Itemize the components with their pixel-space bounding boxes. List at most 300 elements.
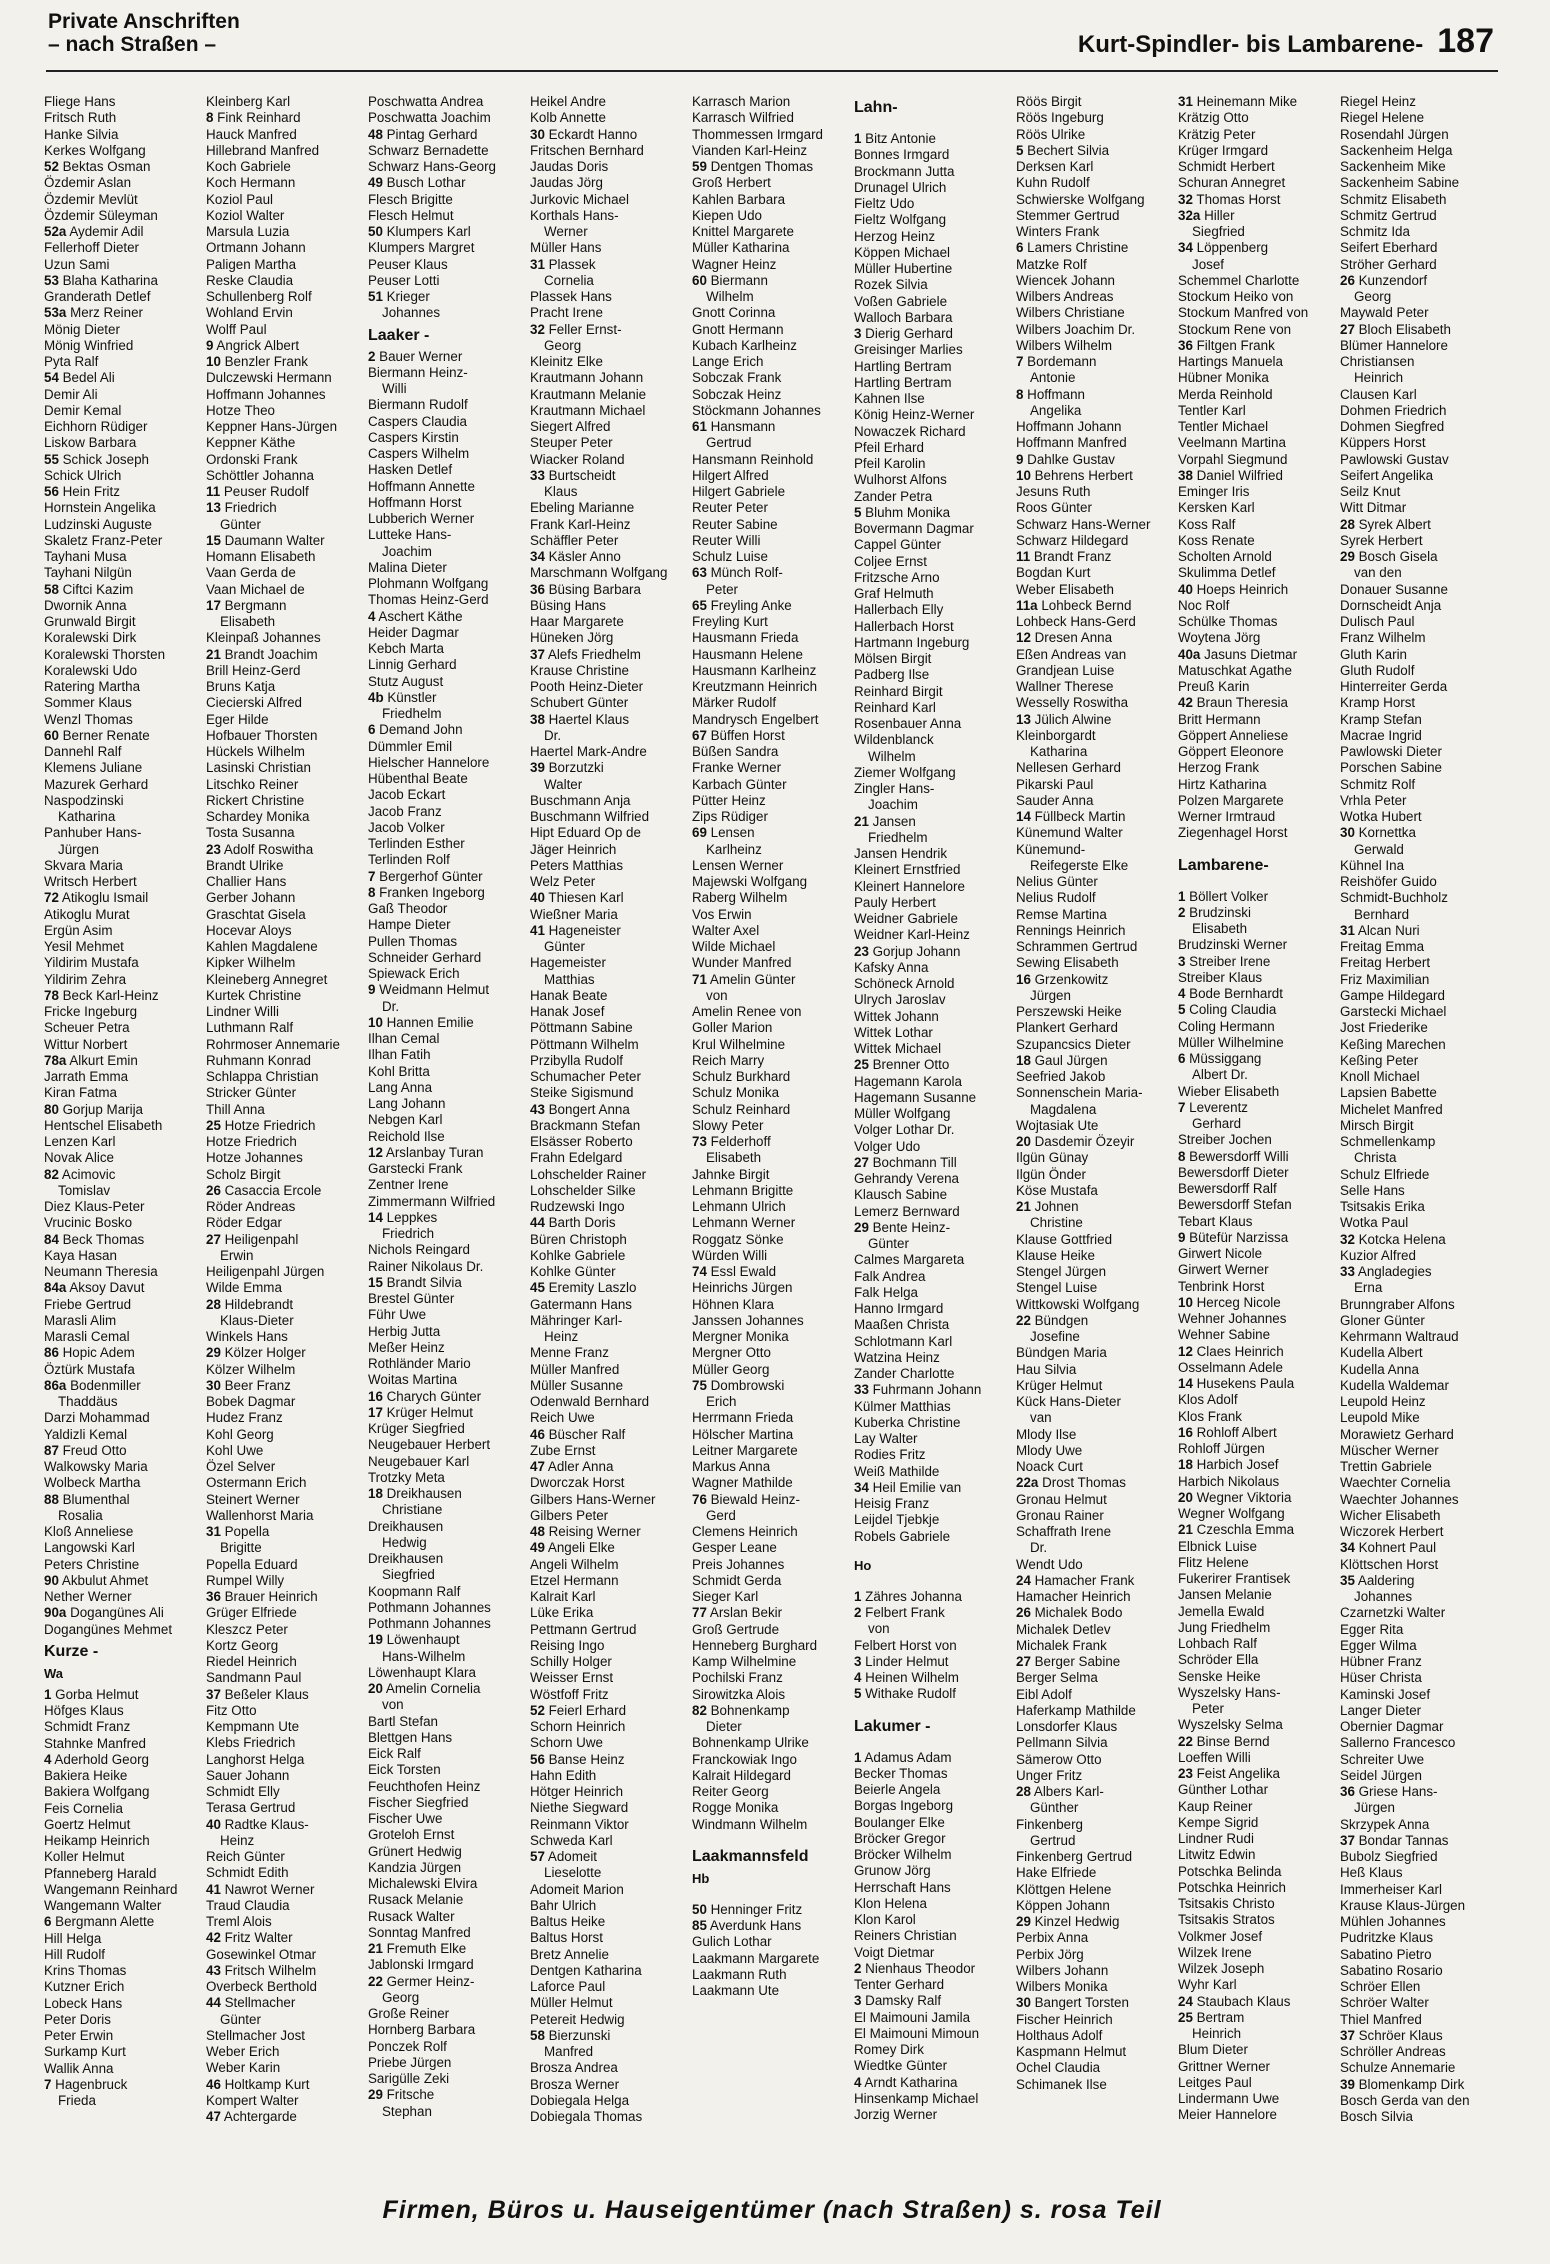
- directory-entry: Veelmann Martina: [1178, 435, 1286, 451]
- directory-entry: Schneider Gerhard: [368, 949, 482, 965]
- directory-entry: Müller Hans: [530, 240, 602, 256]
- directory-entry: Sämerow Otto: [1016, 1751, 1102, 1767]
- house-number: 45: [530, 1280, 545, 1296]
- house-number: 23: [206, 841, 221, 857]
- house-number: 21: [1016, 1199, 1031, 1214]
- directory-entry: Fieltz Udo: [854, 196, 915, 211]
- directory-entry: Bogdan Kurt: [1016, 565, 1091, 581]
- directory-entry: Bosch Silvia: [1340, 2109, 1413, 2124]
- directory-entry: Öztürk Mustafa: [44, 1361, 135, 1377]
- directory-entry: Schmidt Franz: [44, 1719, 131, 1735]
- house-number: 4: [854, 1670, 862, 1685]
- directory-entry: Jurkovic Michael: [530, 191, 629, 207]
- directory-entry: Wyszelsky Hans-: [1178, 1684, 1281, 1700]
- directory-entry: Schmellenkamp: [1340, 1134, 1436, 1149]
- directory-entry: Köppen Michael: [854, 244, 951, 260]
- directory-entry: Zingler Hans-: [854, 781, 935, 796]
- directory-entry: Wilde Michael: [692, 939, 776, 954]
- directory-entry: 20 Dasdemir Özeyir: [1016, 1134, 1135, 1149]
- directory-entry: Eminger Iris: [1178, 484, 1250, 499]
- directory-entry: Calmes Margareta: [854, 1252, 965, 1268]
- directory-entry: Witt Ditmar: [1340, 500, 1407, 516]
- directory-entry: Elisabeth: [1192, 921, 1248, 936]
- page-number: 187: [1437, 22, 1494, 60]
- house-number: 32a: [1178, 207, 1201, 223]
- house-number: 53: [44, 272, 59, 288]
- directory-entry: Reinmann Viktor: [530, 1816, 629, 1832]
- directory-entry: Müller Helmut: [530, 1995, 613, 2011]
- page-header: [46, 8, 1498, 72]
- directory-entry: Tenbrink Horst: [1178, 1278, 1265, 1294]
- directory-entry: 90a Dogangünes Ali: [44, 1605, 164, 1621]
- directory-entry: Willi: [382, 381, 407, 396]
- directory-entry: Wiedtke Günter: [854, 2058, 948, 2074]
- directory-entry: 6 Bergmann Alette: [44, 1914, 155, 1930]
- directory-entry: Künemund Walter: [1016, 825, 1123, 841]
- directory-entry: Sackenheim Helga: [1340, 142, 1453, 158]
- directory-entry: Rothländer Mario: [368, 1356, 471, 1371]
- directory-entry: Ponczek Rolf: [368, 2038, 447, 2054]
- directory-entry: Weber Elisabeth: [1016, 581, 1115, 597]
- directory-entry: Hotze Theo: [206, 402, 275, 418]
- directory-entry: Vrhla Peter: [1340, 792, 1407, 808]
- directory-entry: Elisabeth: [220, 614, 276, 629]
- directory-entry: Hartmann Ingeburg: [854, 634, 970, 650]
- directory-entry: 8 Bewersdorff Willi: [1178, 1148, 1289, 1164]
- directory-entry: Haar Margarete: [530, 614, 624, 629]
- house-number: 25: [854, 1057, 869, 1073]
- house-number: 38: [530, 711, 545, 727]
- house-number: 28: [206, 1296, 221, 1312]
- house-number: 1: [1178, 888, 1186, 904]
- directory-entry: Kaya Hasan: [44, 1247, 117, 1263]
- directory-entry: Georg: [382, 1989, 420, 2005]
- directory-entry: Groß Gertrude: [692, 1621, 780, 1637]
- directory-entry: Wilzek Irene: [1178, 1944, 1252, 1960]
- house-number: 31: [1178, 94, 1193, 109]
- directory-entry: Krätzig Otto: [1178, 110, 1249, 126]
- house-number: 8: [368, 884, 376, 900]
- house-number: 6: [368, 722, 376, 738]
- directory-entry: Thill Anna: [206, 1101, 265, 1117]
- directory-entry: Hornberg Barbara: [368, 2022, 476, 2038]
- directory-entry: Voigt Dietmar: [854, 1944, 935, 1960]
- directory-entry: Kramp Stefan: [1340, 711, 1422, 727]
- directory-entry: Langhorst Helga: [206, 1751, 305, 1767]
- directory-entry: Bubolz Siegfried: [1340, 1849, 1438, 1864]
- directory-entry: Pellmann Silvia: [1016, 1735, 1108, 1751]
- house-number: 40: [1178, 581, 1193, 597]
- directory-entry: Meier Hannelore: [1178, 2107, 1277, 2123]
- directory-entry: Kipker Wilhelm: [206, 955, 296, 971]
- directory-entry: 39 Borzutzki: [530, 760, 604, 776]
- directory-entry: Wilbers Monika: [1016, 1979, 1108, 1994]
- directory-entry: Poschwatta Joachim: [368, 110, 491, 126]
- directory-entry: Kalrait Karl: [530, 1589, 596, 1604]
- directory-entry: 36 Brauer Heinrich: [206, 1589, 318, 1604]
- house-number: 36: [530, 581, 545, 597]
- directory-entry: Morawietz Gerhard: [1340, 1426, 1454, 1442]
- house-number: 82: [44, 1166, 59, 1182]
- directory-entry: 6 Lamers Christine: [1016, 240, 1129, 256]
- directory-entry: 34 Löppenberg: [1178, 240, 1269, 256]
- directory-entry: Wilhelm: [706, 289, 754, 304]
- directory-entry: Tsitsakis Erika: [1340, 1199, 1425, 1214]
- directory-entry: Bröcker Gregor: [854, 1830, 946, 1846]
- house-number: 72: [44, 890, 59, 906]
- directory-entry: Haertel Mark-Andre: [530, 744, 647, 759]
- directory-entry: Becker Thomas: [854, 1765, 948, 1781]
- directory-entry: Kaup Reiner: [1178, 1798, 1253, 1814]
- directory-entry: 27 Berger Sabine: [1016, 1654, 1121, 1669]
- directory-entry: Buschmann Anja: [530, 792, 631, 808]
- directory-entry: Angeli Wilhelm: [530, 1556, 619, 1572]
- directory-entry: Hartling Bertram: [854, 358, 952, 374]
- directory-entry: 7 Hagenbruck: [44, 2076, 128, 2092]
- directory-entry: Bewersdorff Dieter: [1178, 1164, 1289, 1180]
- directory-entry: Märker Rudolf: [692, 695, 777, 711]
- directory-entry: 48 Reising Werner: [530, 1524, 641, 1539]
- directory-entry: Özdemir Süleyman: [44, 207, 158, 223]
- directory-entry: Streiber Jochen: [1178, 1132, 1272, 1148]
- house-number: 10: [1178, 1294, 1193, 1310]
- directory-entry: Padberg Ilse: [854, 667, 930, 683]
- directory-entry: Dr.: [1030, 1540, 1048, 1556]
- directory-entry: Rodies Fritz: [854, 1447, 926, 1463]
- house-number: 75: [692, 1377, 707, 1393]
- directory-entry: 12 Dresen Anna: [1016, 630, 1113, 646]
- directory-entry: Günter: [220, 516, 261, 532]
- directory-entry: Dentgen Katharina: [530, 1962, 642, 1978]
- directory-column: [692, 94, 854, 2179]
- directory-entry: 22a Drost Thomas: [1016, 1475, 1126, 1491]
- directory-entry: Peuser Lotti: [368, 272, 440, 288]
- directory-entry: Winters Frank: [1016, 224, 1100, 239]
- directory-entry: 3 Damsky Ralf: [854, 1993, 942, 2009]
- directory-entry: Britt Hermann: [1178, 711, 1261, 727]
- directory-entry: 3 Linder Helmut: [854, 1653, 949, 1669]
- directory-entry: 34 Heil Emilie van: [854, 1479, 962, 1495]
- directory-entry: Tayhani Musa: [44, 549, 127, 564]
- directory-entry: Kamp Wilhelmine: [692, 1654, 797, 1669]
- directory-entry: Kreutzmann Heinrich: [692, 679, 818, 694]
- house-number: 20: [368, 1681, 383, 1696]
- directory-entry: Wallenhorst Maria: [206, 1507, 314, 1523]
- directory-entry: Pudritzke Klaus: [1340, 1930, 1434, 1946]
- directory-entry: 40 Hoeps Heinrich: [1178, 581, 1289, 597]
- directory-entry: Reinhard Karl: [854, 699, 936, 715]
- directory-entry: 8 Franken Ingeborg: [368, 884, 485, 900]
- directory-entry: Etzel Hermann: [530, 1572, 619, 1588]
- directory-entry: Langowski Karl: [44, 1540, 135, 1556]
- directory-entry: 60 Berner Renate: [44, 727, 150, 743]
- directory-entry: Sauer Johann: [206, 1767, 290, 1783]
- directory-entry: Bretz Annelie: [530, 1946, 609, 1962]
- directory-entry: Hartling Bertram: [854, 374, 952, 390]
- directory-entry: Heiligenpahl Jürgen: [206, 1264, 325, 1279]
- directory-entry: 9 Bütefür Narzissa: [1178, 1229, 1289, 1245]
- spacer: [692, 1833, 854, 1843]
- directory-entry: Wilzek Joseph: [1178, 1961, 1265, 1976]
- directory-entry: 18 Harbich Josef: [1178, 1457, 1279, 1473]
- directory-entry: Bakiera Wolfgang: [44, 1784, 150, 1800]
- directory-entry: Noack Curt: [1016, 1459, 1083, 1474]
- house-number: 16: [1178, 1424, 1193, 1440]
- directory-entry: Nowaczek Richard: [854, 423, 966, 439]
- directory-entry: 51 Krieger: [368, 289, 430, 304]
- directory-entry: Janssen Johannes: [692, 1312, 804, 1328]
- directory-entry: Ebeling Marianne: [530, 500, 635, 516]
- directory-entry: Krautmann Michael: [530, 402, 646, 418]
- directory-entry: Sonnenschein Maria-: [1016, 1085, 1143, 1101]
- directory-entry: Riegel Heinz: [1340, 94, 1416, 109]
- directory-entry: Dobiegala Thomas: [530, 2109, 643, 2124]
- directory-entry: Wiacker Roland: [530, 451, 625, 467]
- directory-entry: Terasa Gertrud: [206, 1800, 296, 1816]
- directory-entry: 2 Felbert Frank: [854, 1605, 945, 1620]
- directory-entry: Schmidt Herbert: [1178, 159, 1275, 174]
- directory-entry: Siegfried: [1192, 224, 1245, 239]
- directory-entry: Jacob Volker: [368, 819, 445, 835]
- directory-entry: Dornscheidt Anja: [1340, 597, 1442, 613]
- directory-entry: Hampe Dieter: [368, 917, 451, 933]
- directory-entry: 31 Heinemann Mike: [1178, 94, 1298, 109]
- directory-entry: Goertz Helmut: [44, 1816, 131, 1832]
- directory-entry: Coling Hermann: [1178, 1018, 1275, 1034]
- house-number: 4b: [368, 689, 384, 705]
- directory-entry: Zander Charlotte: [854, 1366, 955, 1381]
- directory-entry: Große Reiner: [368, 2006, 450, 2021]
- directory-entry: Franke Werner: [692, 760, 782, 776]
- house-number: 19: [368, 1632, 383, 1648]
- directory-entry: 36 Griese Hans-: [1340, 1784, 1438, 1799]
- directory-entry: Zimmermann Wilfried: [368, 1193, 496, 1209]
- directory-entry: Tentler Michael: [1178, 419, 1269, 434]
- house-number: 34: [1178, 240, 1193, 256]
- directory-entry: 84 Beck Thomas: [44, 1231, 145, 1247]
- directory-entry: Antonie: [1030, 370, 1076, 386]
- directory-entry: Reske Claudia: [206, 272, 294, 288]
- directory-entry: Lonsdorfer Klaus: [1016, 1719, 1118, 1734]
- directory-entry: Höhnen Klara: [692, 1296, 774, 1312]
- directory-entry: Czarnetzki Walter: [1340, 1605, 1446, 1621]
- house-number: 30: [530, 126, 545, 142]
- directory-entry: Klöttschen Horst: [1340, 1556, 1439, 1572]
- house-number: 73: [692, 1134, 707, 1149]
- directory-entry: Seefried Jakob: [1016, 1069, 1106, 1084]
- house-number: 54: [44, 370, 59, 386]
- directory-entry: 25 Hotze Friedrich: [206, 1117, 316, 1133]
- directory-entry: 40a Jasuns Dietmar: [1178, 646, 1298, 662]
- directory-entry: Reich Uwe: [530, 1410, 595, 1426]
- house-number: 32: [1178, 191, 1193, 207]
- directory-entry: Koss Ralf: [1178, 516, 1236, 532]
- directory-entry: Grittner Werner: [1178, 2058, 1271, 2074]
- directory-entry: Weisser Ernst: [530, 1670, 614, 1686]
- directory-entry: Garstecki Michael: [1340, 1004, 1447, 1019]
- directory-entry: Merda Reinhold: [1178, 386, 1273, 402]
- directory-entry: 1 Gorba Helmut: [44, 1686, 139, 1702]
- directory-column: [206, 94, 368, 2179]
- house-number: 50: [692, 1901, 707, 1917]
- directory-entry: Klemens Juliane: [44, 760, 143, 776]
- directory-entry: Gnott Hermann: [692, 321, 784, 337]
- directory-entry: Keppner Käthe: [206, 435, 296, 451]
- house-number: 88: [44, 1491, 59, 1507]
- directory-entry: Ziemer Wolfgang: [854, 764, 956, 780]
- directory-entry: Biermann Heinz-: [368, 364, 468, 380]
- directory-entry: Schuran Annegret: [1178, 175, 1286, 191]
- directory-entry: Streiber Klaus: [1178, 969, 1263, 985]
- house-number: 20: [1016, 1134, 1031, 1149]
- house-number: 1: [854, 1588, 862, 1604]
- directory-entry: Dümmler Emil: [368, 738, 453, 754]
- directory-entry: Jansen Melanie: [1178, 1587, 1272, 1603]
- directory-entry: Kramp Horst: [1340, 695, 1416, 711]
- directory-entry: Lay Walter: [854, 1431, 918, 1446]
- directory-entry: Weber Karin: [206, 2060, 281, 2076]
- directory-entry: Girwert Werner: [1178, 1262, 1269, 1278]
- directory-entry: Watzina Heinz: [854, 1349, 940, 1365]
- house-number: 13: [1016, 711, 1031, 727]
- directory-entry: Sommer Klaus: [44, 695, 132, 711]
- directory-entry: Litschko Reiner: [206, 776, 299, 792]
- house-number: 38: [1178, 467, 1193, 483]
- directory-entry: Sauder Anna: [1016, 792, 1094, 808]
- directory-entry: 28 Syrek Albert: [1340, 516, 1431, 532]
- directory-entry: Schimanek Ilse: [1016, 2076, 1107, 2092]
- street-heading: Kurze -: [44, 1642, 99, 1660]
- street-heading: Laaker -: [368, 326, 430, 344]
- directory-entry: Schulz Monika: [692, 1085, 780, 1101]
- directory-entry: Werner Irmtraud: [1178, 809, 1276, 824]
- house-number: 6: [44, 1914, 52, 1930]
- directory-entry: 17 Krüger Helmut: [368, 1404, 473, 1420]
- directory-entry: Peters Matthias: [530, 857, 624, 873]
- directory-entry: Novak Alice: [44, 1150, 114, 1166]
- house-number: 86: [44, 1345, 59, 1361]
- directory-entry: Weidner Karl-Heinz: [854, 927, 970, 943]
- directory-entry: 6 Demand John: [368, 722, 463, 738]
- directory-entry: Selle Hans: [1340, 1182, 1405, 1198]
- directory-entry: Kutzner Erich: [44, 1979, 125, 1995]
- directory-entry: Hanno Irmgard: [854, 1301, 944, 1316]
- directory-entry: Krul Wilhelmine: [692, 1036, 786, 1052]
- directory-entry: Günter: [220, 2011, 261, 2027]
- district-code: Wa: [44, 1665, 64, 1681]
- directory-entry: Keßing Peter: [1340, 1052, 1419, 1068]
- directory-entry: Kiran Fatma: [44, 1085, 117, 1101]
- directory-entry: Kolb Annette: [530, 110, 606, 126]
- directory-entry: Hake Elfriede: [1016, 1865, 1097, 1881]
- house-number: 32: [530, 321, 545, 337]
- directory-entry: Paligen Martha: [206, 256, 297, 272]
- directory-entry: Heider Dagmar: [368, 624, 459, 640]
- directory-entry: Wulhorst Alfons: [854, 472, 947, 488]
- house-number: 49: [368, 175, 383, 191]
- directory-entry: Kudella Anna: [1340, 1361, 1419, 1377]
- directory-entry: Lutteke Hans-: [368, 527, 452, 543]
- directory-entry: Winkels Hans: [206, 1329, 288, 1344]
- directory-entry: 44 Barth Doris: [530, 1215, 616, 1231]
- directory-entry: Schilly Holger: [530, 1654, 612, 1669]
- directory-entry: Kloß Anneliese: [44, 1524, 134, 1539]
- directory-entry: Rogge Monika: [692, 1800, 779, 1816]
- directory-columns: [44, 94, 1504, 2179]
- directory-entry: Matthias: [544, 971, 595, 987]
- directory-entry: Brestel Günter: [368, 1291, 455, 1306]
- directory-entry: Wolbeck Martha: [44, 1475, 141, 1491]
- directory-entry: Heikel Andre: [530, 94, 606, 109]
- house-number: 49: [530, 1540, 545, 1556]
- house-number: 8: [1178, 1148, 1186, 1164]
- directory-entry: Rosenbauer Anna: [854, 716, 962, 731]
- directory-entry: Cappel Günter: [854, 537, 942, 553]
- directory-entry: Walloch Barbara: [854, 309, 953, 325]
- house-number: 36: [1340, 1784, 1355, 1799]
- directory-entry: Petereit Hedwig: [530, 2011, 625, 2027]
- directory-entry: 14 Leppkes: [368, 1209, 438, 1225]
- house-number: 47: [530, 1459, 545, 1474]
- directory-entry: 22 Germer Heinz-: [368, 1973, 475, 1989]
- directory-entry: 54 Bedel Ali: [44, 370, 115, 386]
- directory-entry: Wilbers Johann: [1016, 1962, 1109, 1978]
- directory-entry: Windmann Wilhelm: [692, 1816, 808, 1832]
- directory-entry: Kahlen Barbara: [692, 191, 786, 207]
- directory-entry: Lüke Erika: [530, 1605, 594, 1621]
- house-number: 3: [854, 1993, 862, 2009]
- house-number: 56: [530, 1751, 545, 1767]
- directory-entry: Krätzig Peter: [1178, 126, 1256, 142]
- house-number: 11: [1016, 549, 1031, 564]
- directory-entry: Jürgen: [1030, 987, 1071, 1003]
- directory-entry: Walter Axel: [692, 922, 760, 938]
- directory-entry: 39 Blomenkamp Dirk: [1340, 2076, 1465, 2092]
- directory-entry: Laforce Paul: [530, 1979, 606, 1994]
- directory-entry: Hansmann Reinhold: [692, 451, 814, 467]
- directory-entry: 5 Bluhm Monika: [854, 504, 951, 520]
- directory-entry: Kaminski Josef: [1340, 1686, 1431, 1702]
- directory-entry: Szupancsics Dieter: [1016, 1036, 1131, 1052]
- house-number: 69: [692, 825, 707, 841]
- directory-entry: Jablonski Irmgard: [368, 1957, 474, 1973]
- directory-entry: Hinterreiter Gerda: [1340, 679, 1448, 694]
- directory-entry: Thiel Manfred: [1340, 2011, 1422, 2027]
- directory-entry: Klöttgen Helene: [1016, 1881, 1112, 1897]
- directory-entry: Schmitz Rolf: [1340, 776, 1416, 792]
- directory-entry: Röder Andreas: [206, 1199, 296, 1214]
- directory-entry: Schmitz Ida: [1340, 224, 1410, 239]
- directory-entry: von: [868, 1621, 890, 1637]
- directory-entry: Yaldizli Kemal: [44, 1426, 128, 1442]
- directory-entry: Kersken Karl: [1178, 500, 1255, 516]
- house-number: 3: [854, 326, 862, 341]
- directory-entry: Skaletz Franz-Peter: [44, 532, 163, 548]
- directory-entry: Keßing Marechen: [1340, 1036, 1446, 1052]
- directory-entry: Caspers Kirstin: [368, 429, 459, 445]
- directory-entry: Jemella Ewald: [1178, 1603, 1265, 1619]
- directory-entry: Leijdel Tjebkje: [854, 1512, 940, 1528]
- directory-entry: Skulimma Detlef: [1178, 565, 1276, 581]
- house-number: 30: [1340, 825, 1355, 841]
- directory-entry: Kohl Georg: [206, 1426, 274, 1442]
- directory-entry: Peter: [706, 581, 739, 597]
- directory-entry: Amelin Renee von: [692, 1004, 802, 1019]
- directory-entry: 73 Felderhoff: [692, 1134, 771, 1149]
- house-number: 11a: [1016, 597, 1038, 613]
- directory-entry: Stahnke Manfred: [44, 1735, 146, 1751]
- directory-entry: Thomas Heinz-Gerd: [368, 592, 489, 608]
